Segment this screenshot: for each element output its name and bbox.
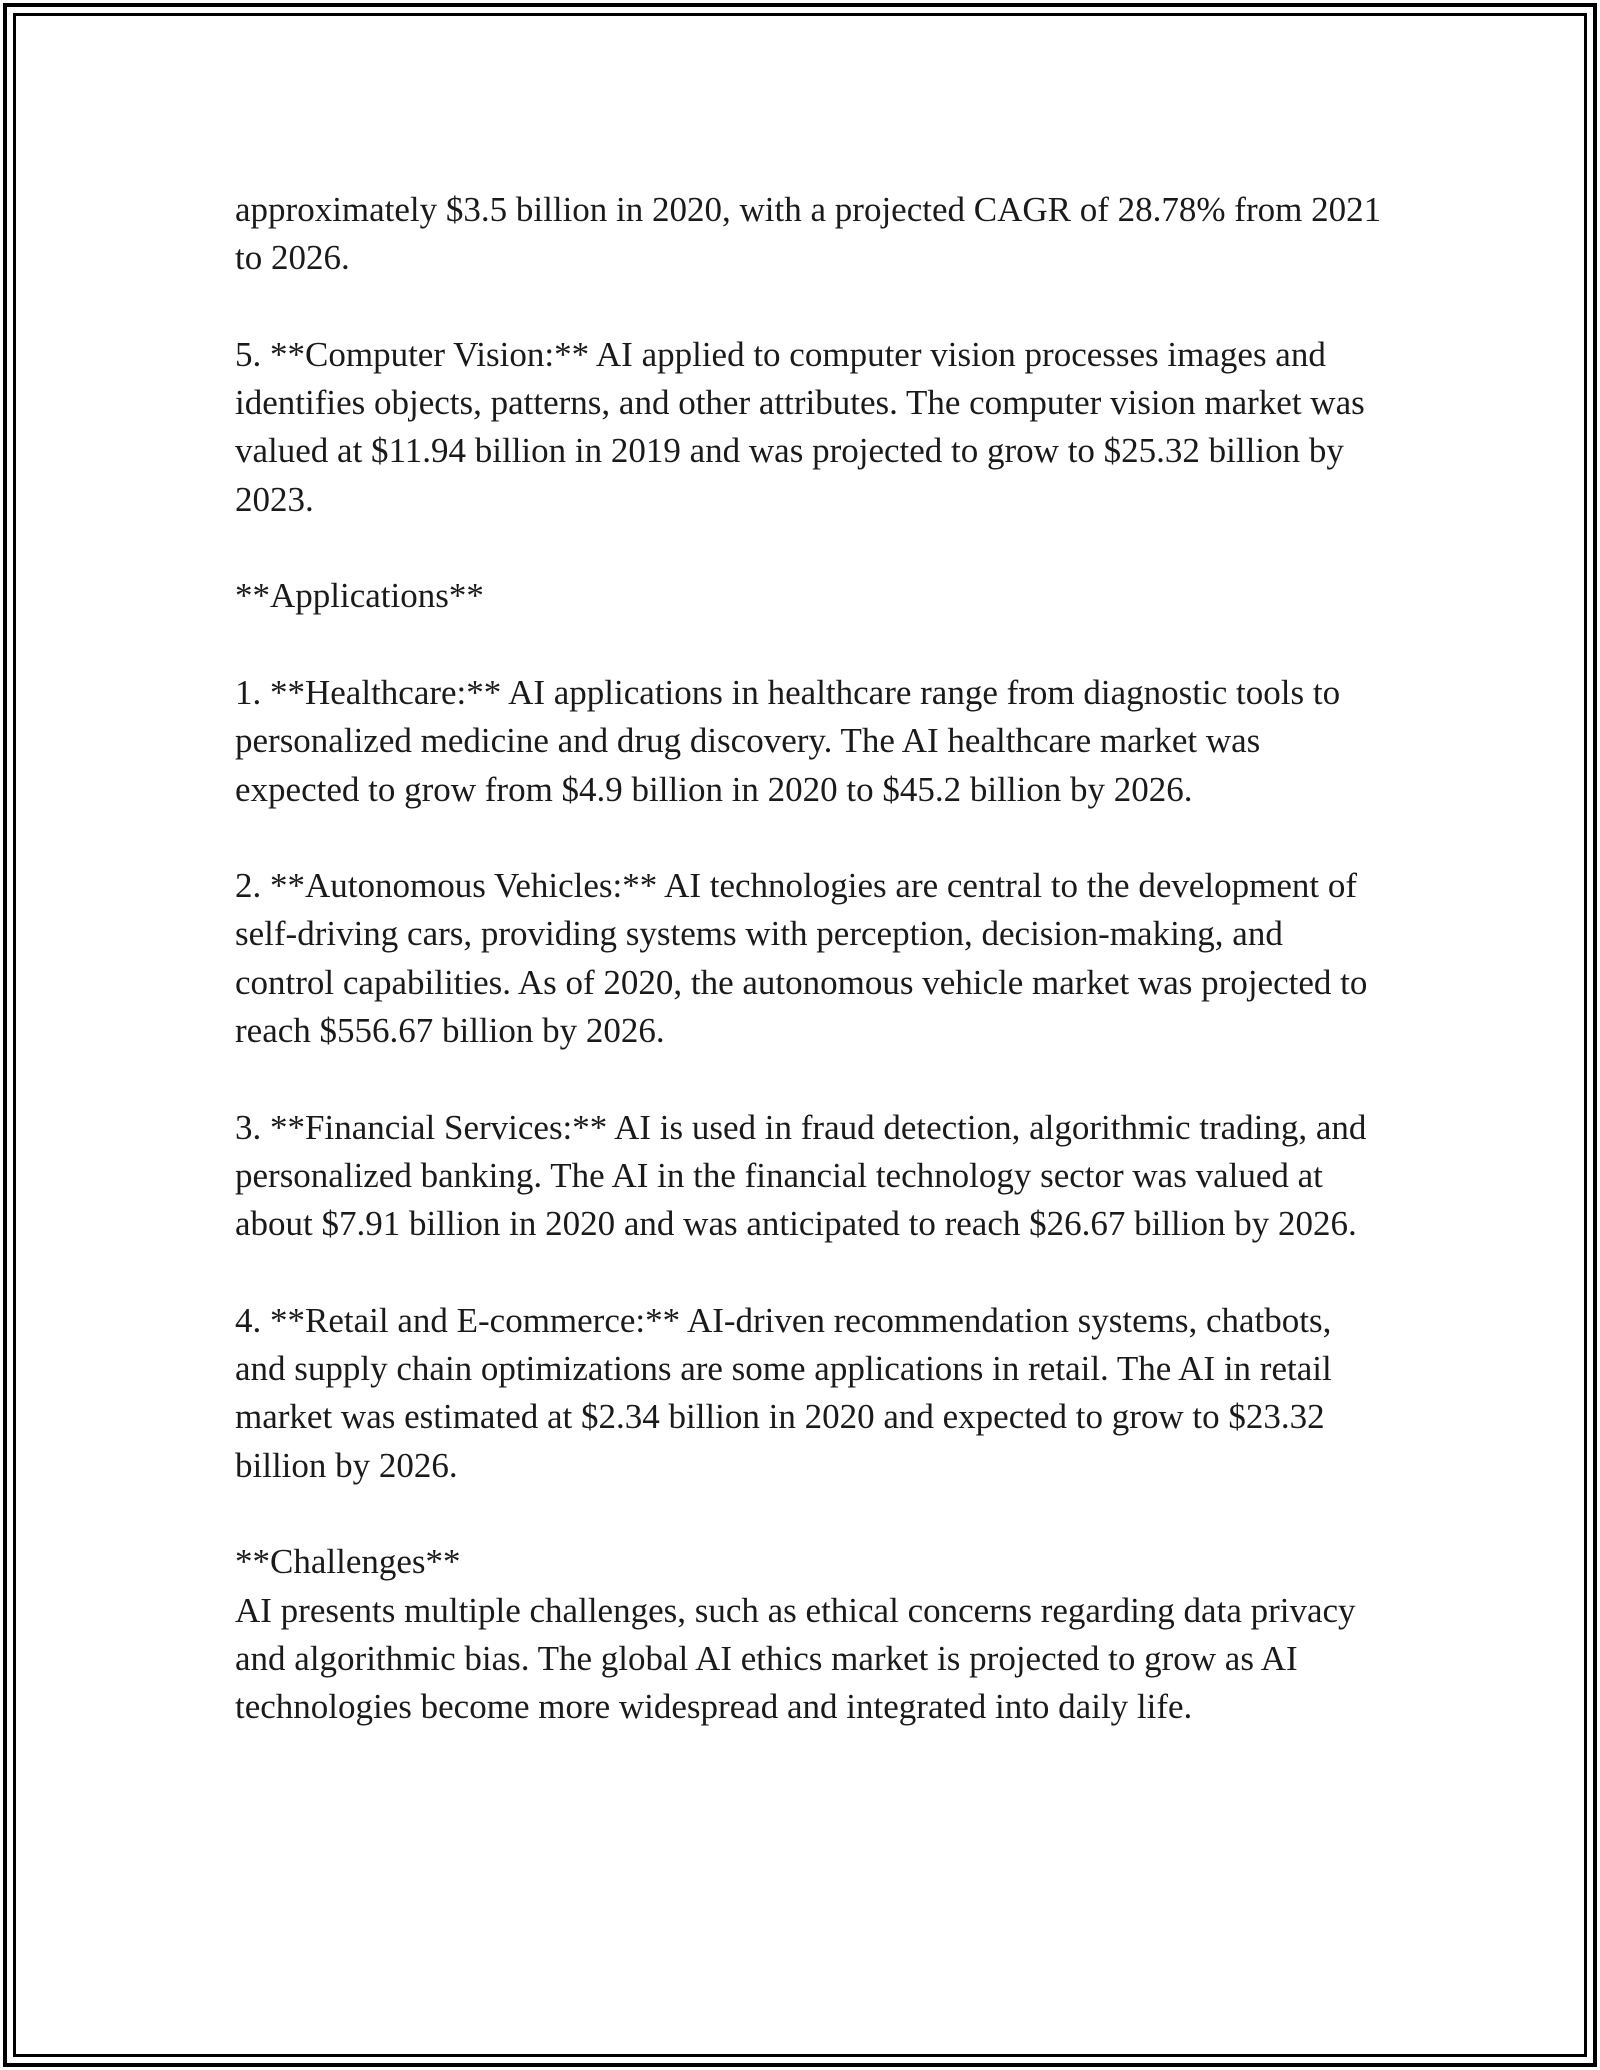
paragraph-autonomous-vehicles: 2. **Autonomous Vehicles:** AI technologies are central to the development of self-driving cars, providing systems with perception, decision-making, and control capabilities. As of 2020, the autonomous vehicle market was projected to reach $556.67 billion by 2026.	[235, 866, 1368, 1051]
paragraph-challenges: AI presents multiple challenges, such as ethical concerns regarding data privacy and algorithmic bias. The global AI ethics market is projected to grow as AI technologies become more widespread and integrated into daily life.	[235, 1590, 1356, 1727]
heading-applications: **Applications**	[235, 576, 484, 616]
paragraph-cagr-continuation: approximately $3.5 billion in 2020, with a projected CAGR of 28.78% from 2021 to 2026.	[235, 190, 1382, 278]
document-body	[235, 186, 1385, 1732]
paragraph-healthcare: 1. **Healthcare:** AI applications in healthcare range from diagnostic tools to personalized medicine and drug discovery. The AI healthcare market was expected to grow from $4.9 billion in 2020 to $45.2 billion by 2026.	[235, 672, 1341, 809]
paragraph-computer-vision: 5. **Computer Vision:** AI applied to computer vision processes images and identifies objects, patterns, and other attributes. The computer vision market was valued at $11.94 billion in 2019 and was projected to grow to $25.32 billion by 2023.	[235, 334, 1365, 519]
heading-challenges: **Challenges**	[235, 1542, 461, 1582]
paragraph-financial-services: 3. **Financial Services:** AI is used in fraud detection, algorithmic trading, and personalized banking. The AI in the financial technology sector was valued at about $7.91 billion in 2020 and was anticipated to reach $26.67 billion by 2026.	[235, 1107, 1367, 1244]
paragraph-retail-ecommerce: 4. **Retail and E-commerce:** AI-driven recommendation systems, chatbots, and supply chain optimizations are some applications in retail. The AI in retail market was estimated at $2.34 billion in 2020 and expected to grow to $23.32 billion by 2026.	[235, 1300, 1332, 1485]
